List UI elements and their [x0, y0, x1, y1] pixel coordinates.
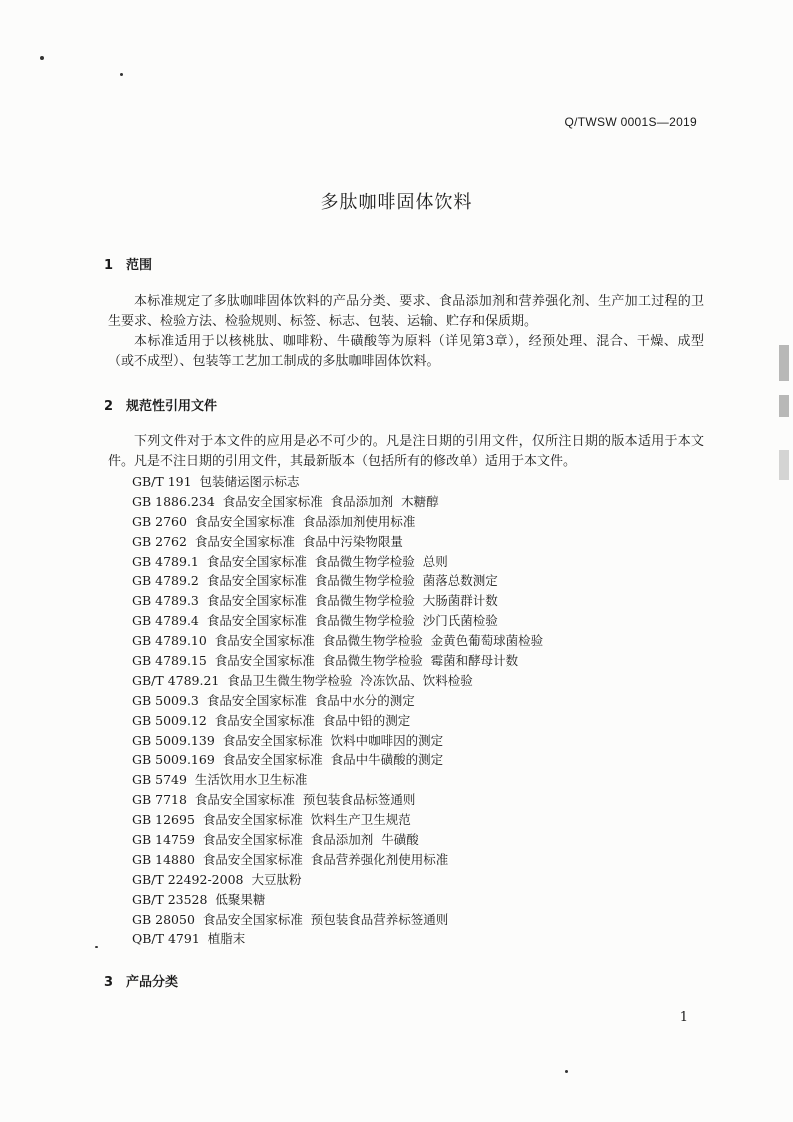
reference-item: GB 4789.4 食品安全国家标准 食品微生物学检验 沙门氏菌检验: [132, 613, 498, 629]
reference-item: GB 5009.3 食品安全国家标准 食品中水分的测定: [132, 692, 415, 708]
reference-item: GB 2760 食品安全国家标准 食品添加剂使用标准: [132, 513, 416, 529]
section-title: 范围: [126, 258, 153, 273]
scope-paragraph-2: 本标准适用于以核桃肽、咖啡粉、牛磺酸等为原料（详见第3章），经预处理、混合、干燥、成型（或不成型）、包装等工艺加工制成的多肽咖啡固体饮料。: [108, 334, 704, 369]
reference-item: GB/T 4789.21 食品卫生微生物学检验 冷冻饮品、饮料检验: [132, 672, 473, 688]
section-title: 规范性引用文件: [126, 399, 218, 414]
page-number: 1: [679, 1010, 688, 1025]
reference-item: GB 5009.12 食品安全国家标准 食品中铅的测定: [132, 712, 411, 728]
reference-item: GB/T 22492-2008 大豆肽粉: [132, 871, 302, 887]
reference-item: GB 28050 食品安全国家标准 预包装食品营养标签通则: [132, 911, 449, 927]
section-3-heading: [104, 971, 178, 990]
section-number: 1: [104, 258, 114, 273]
reference-item: GB 2762 食品安全国家标准 食品中污染物限量: [132, 533, 403, 549]
section-2-heading: [104, 395, 217, 414]
document-code: Q/TWSW 0001S—2019: [564, 115, 697, 129]
reference-item: GB 4789.2 食品安全国家标准 食品微生物学检验 菌落总数测定: [132, 573, 498, 589]
reference-item: GB/T 23528 低聚果糖: [132, 891, 266, 907]
document-title: 多肽咖啡固体饮料: [320, 192, 473, 213]
references-intro: 下列文件对于本文件的应用是必不可少的。凡是注日期的引用文件，仅所注日期的版本适用于本文件。凡是不注日期的引用文件，其最新版本（包括所有的修改单）适用于本文件。: [108, 434, 704, 469]
reference-item: GB 12695 食品安全国家标准 饮料生产卫生规范: [132, 812, 411, 828]
reference-item: GB 4789.1 食品安全国家标准 食品微生物学检验 总则: [132, 553, 448, 569]
reference-item: GB 14759 食品安全国家标准 食品添加剂 牛磺酸: [132, 832, 419, 848]
scan-edge-mark: [779, 450, 789, 480]
section-title: 产品分类: [126, 975, 179, 990]
section-1-heading: [104, 254, 152, 273]
section-number: 2: [104, 399, 114, 414]
reference-item: GB 1886.234 食品安全国家标准 食品添加剂 木糖醇: [132, 493, 439, 509]
scan-speck: [565, 1070, 568, 1073]
reference-list: [132, 472, 543, 949]
reference-item: GB 5009.169 食品安全国家标准 食品中牛磺酸的测定: [132, 752, 444, 768]
scan-edge-mark: [779, 395, 789, 417]
scan-speck: [40, 56, 44, 60]
reference-item: GB 5009.139 食品安全国家标准 饮料中咖啡因的测定: [132, 732, 444, 748]
scan-edge-mark: [779, 345, 789, 381]
section-number: 3: [104, 975, 114, 990]
reference-item: GB 14880 食品安全国家标准 食品营养强化剂使用标准: [132, 851, 449, 867]
reference-item: GB 4789.3 食品安全国家标准 食品微生物学检验 大肠菌群计数: [132, 593, 498, 609]
reference-item: GB 7718 食品安全国家标准 预包装食品标签通则: [132, 792, 416, 808]
reference-item: GB/T 191 包装储运图示标志: [132, 474, 300, 489]
scope-paragraph-1: 本标准规定了多肽咖啡固体饮料的产品分类、要求、食品添加剂和营养强化剂、生产加工过程的卫生要求、检验方法、检验规则、标签、标志、包装、运输、贮存和保质期。: [108, 294, 704, 329]
reference-item: GB 5749 生活饮用水卫生标准: [132, 772, 308, 788]
scan-speck: [120, 73, 123, 76]
reference-item: QB/T 4791 植脂末: [132, 931, 246, 947]
reference-item: GB 4789.10 食品安全国家标准 食品微生物学检验 金黄色葡萄球菌检验: [132, 633, 544, 649]
reference-item: GB 4789.15 食品安全国家标准 食品微生物学检验 霉菌和酵母计数: [132, 653, 519, 669]
scan-speck: [95, 946, 98, 948]
